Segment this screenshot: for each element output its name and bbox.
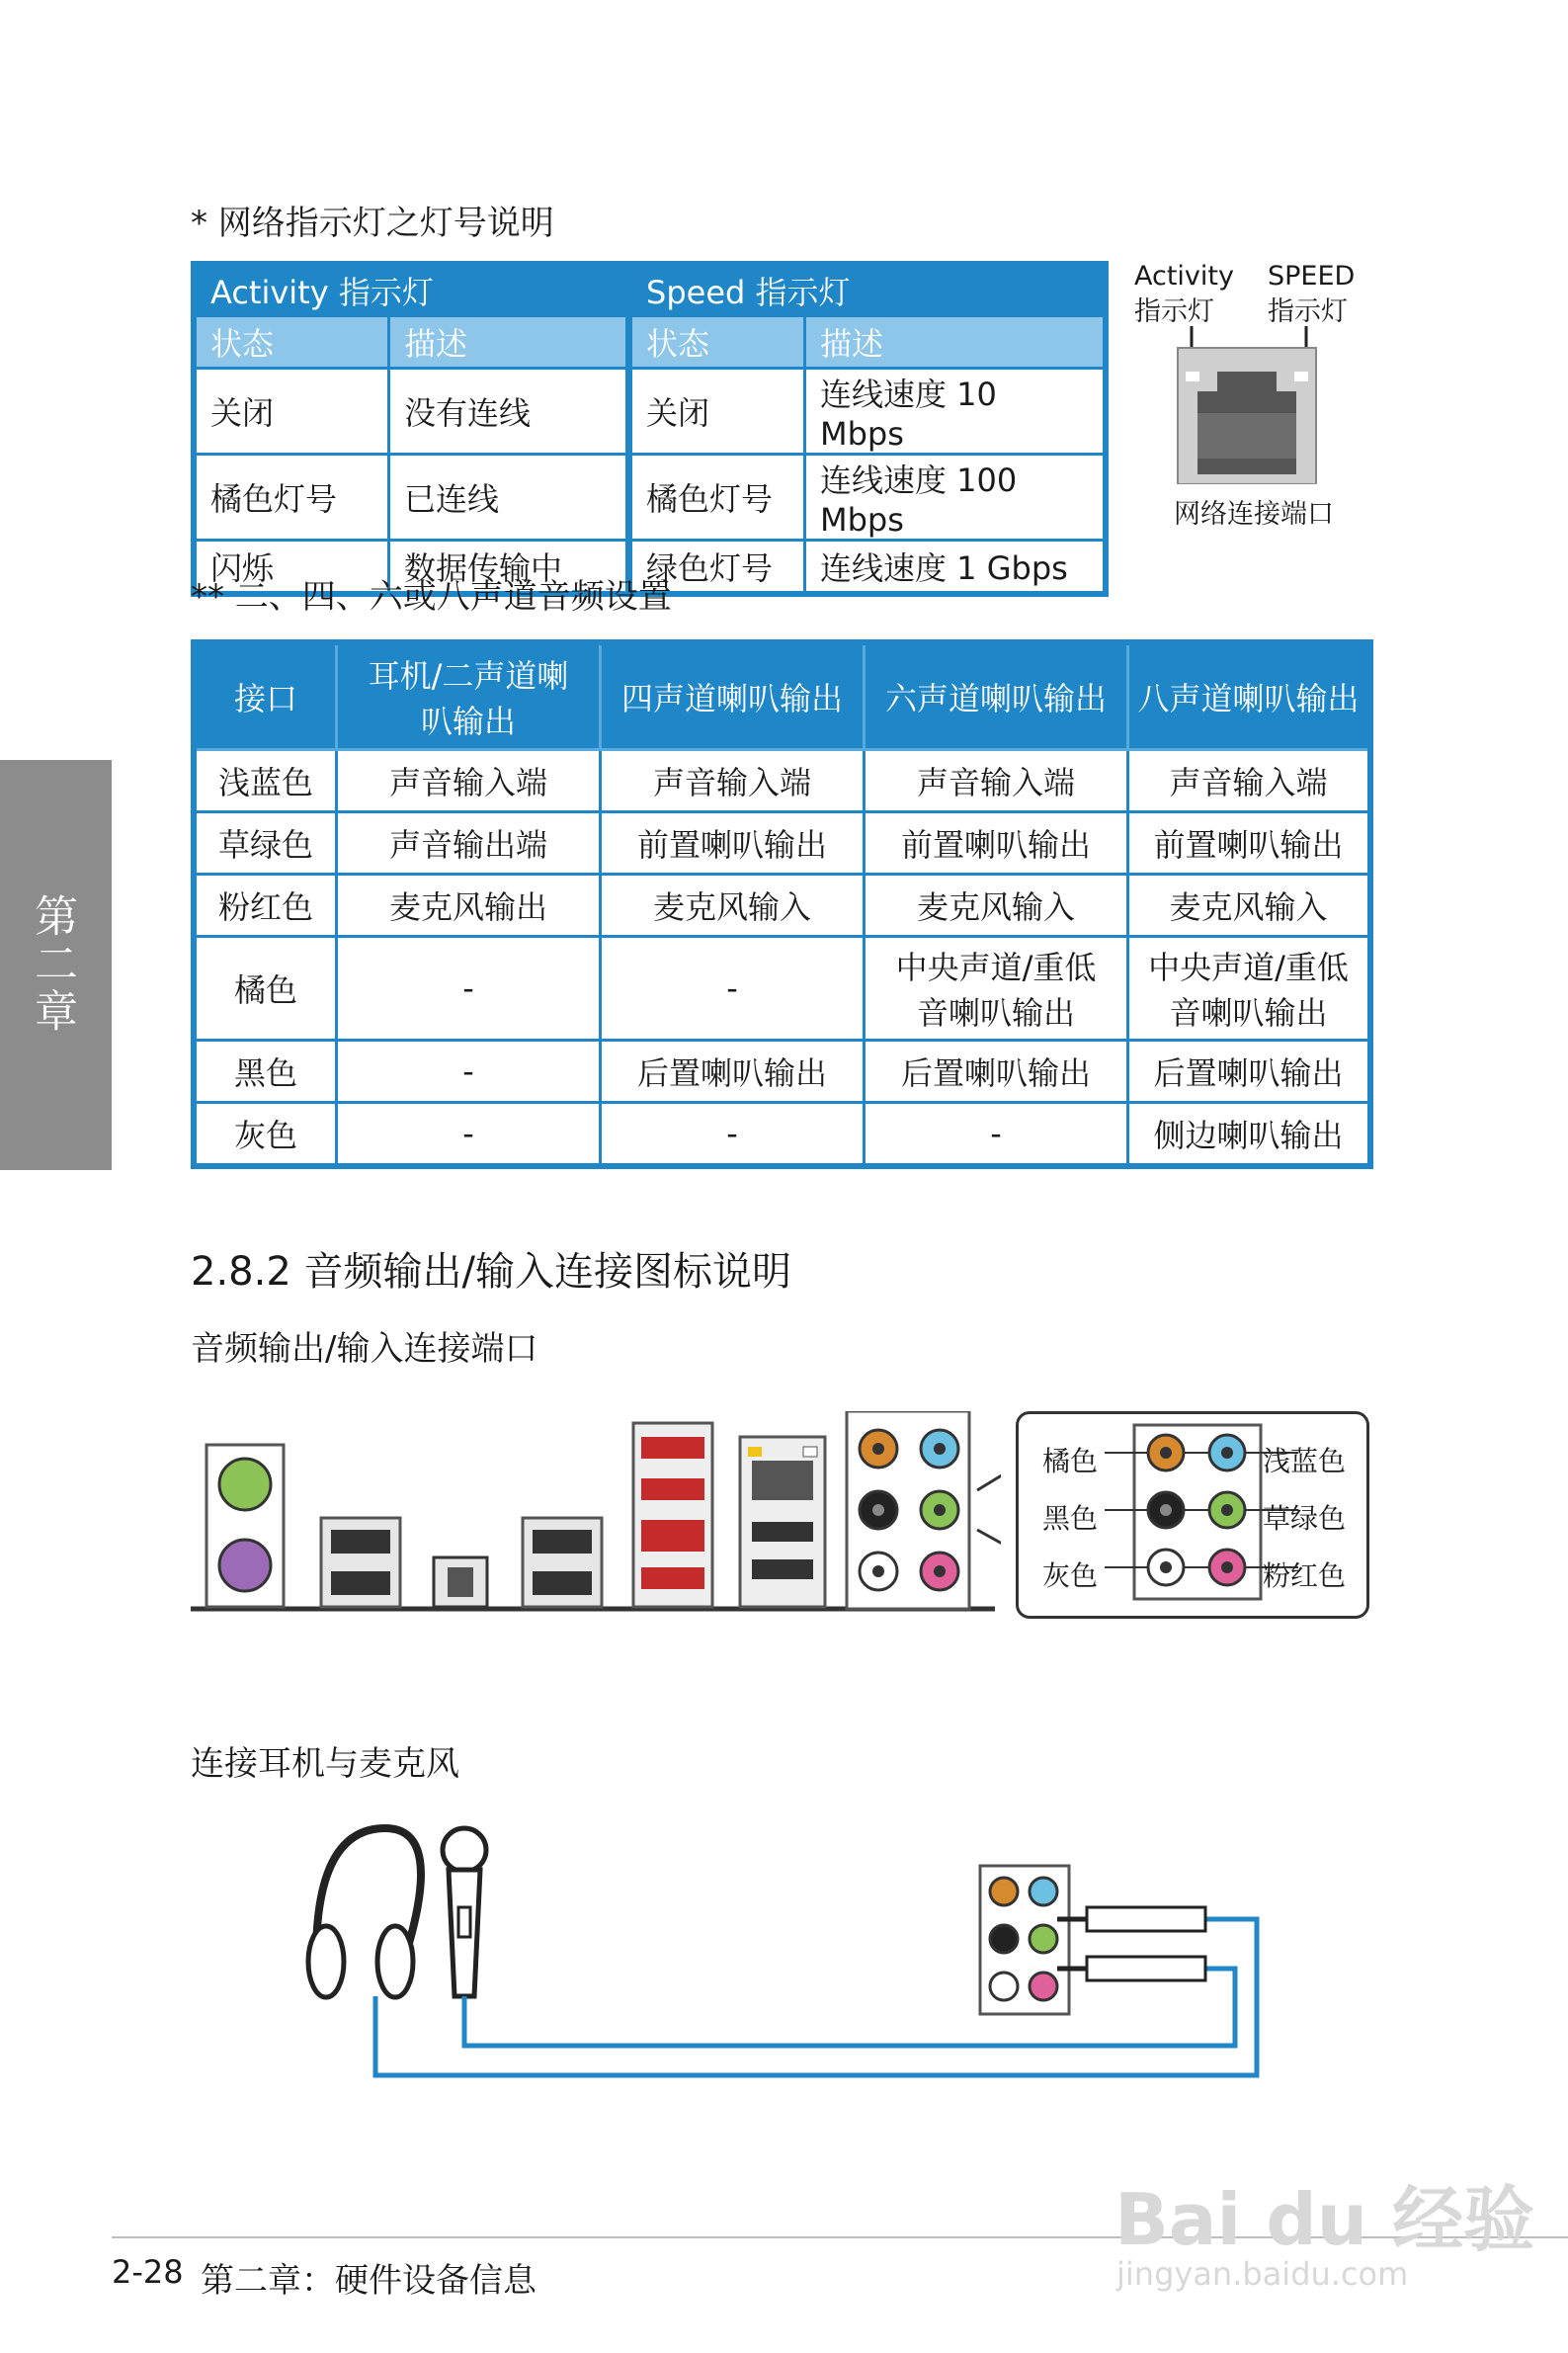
section-title: 2.8.2 音频输出/输入连接图标说明 <box>191 1249 791 1295</box>
cell: 后置喇叭输出 <box>1128 1041 1371 1103</box>
cell: - <box>337 937 601 1041</box>
page-number: 2-28 <box>112 2253 184 2291</box>
cell: 数据传输中 <box>389 541 629 595</box>
cell: 绿色灯号 <box>629 541 805 595</box>
speed-label: SPEED 指示灯 <box>1268 261 1356 327</box>
cell: 麦克风输入 <box>1128 875 1371 937</box>
cell: 浅蓝色 <box>194 750 337 812</box>
jack-labels-right: 浅蓝色 草绿色 粉红色 <box>1263 1445 1347 1592</box>
rear-io-panel-illustration <box>191 1411 1001 1629</box>
cell: - <box>337 1103 601 1167</box>
audio-note: ** 二、四、六或八声道音频设置 <box>191 577 672 617</box>
cell: 橘色 <box>194 937 337 1041</box>
cell: 连线速度 1 Gbps <box>805 541 1107 595</box>
table-row <box>194 1041 1370 1103</box>
cell: 声音输入端 <box>337 750 601 812</box>
baidu-watermark-url: jingyan.baidu.com <box>1116 2255 1409 2293</box>
cell: - <box>601 1103 865 1167</box>
cell: 粉红色 <box>194 875 337 937</box>
table-row <box>194 455 1106 541</box>
header-2ch: 耳机/二声道喇 叭输出 <box>337 642 601 750</box>
table-row <box>194 812 1370 875</box>
col-state: 状态 <box>194 316 389 369</box>
cell: 草绿色 <box>194 812 337 875</box>
cell: 前置喇叭输出 <box>1128 812 1371 875</box>
audio-plug-icon <box>1057 1907 1205 1980</box>
cell: 黑色 <box>194 1041 337 1103</box>
header-6ch: 六声道喇叭输出 <box>865 642 1128 750</box>
lan-port-caption: 网络连接端口 <box>1174 499 1334 530</box>
header-8ch: 八声道喇叭输出 <box>1128 642 1371 750</box>
activity-header: Activity 指示灯 <box>194 264 629 316</box>
cell: 灰色 <box>194 1103 337 1167</box>
cell: 后置喇叭输出 <box>865 1041 1128 1103</box>
ps2-port-icon <box>206 1445 284 1607</box>
chapter-side-tab <box>0 760 112 1170</box>
usb3-port-icon <box>633 1423 712 1607</box>
cell: 橘色灯号 <box>629 455 805 541</box>
cell: 前置喇叭输出 <box>865 812 1128 875</box>
cell: 连线速度 100 Mbps <box>805 455 1107 541</box>
table-row <box>194 750 1370 812</box>
cell: 声音输入端 <box>865 750 1128 812</box>
led-note: * 网络指示灯之灯号说明 <box>191 204 554 243</box>
cell: 连线速度 10 Mbps <box>805 369 1107 455</box>
table-row <box>194 1103 1370 1167</box>
headphone-mic-illustration <box>296 1808 1284 2105</box>
cell: 前置喇叭输出 <box>601 812 865 875</box>
cell: - <box>865 1103 1128 1167</box>
cell: 声音输入端 <box>601 750 865 812</box>
col-desc: 描述 <box>805 316 1107 369</box>
cell: 橘色灯号 <box>194 455 389 541</box>
footer-chapter: 第二章：硬件设备信息 <box>201 2261 536 2301</box>
cell: 麦克风输出 <box>337 875 601 937</box>
cell: 已连线 <box>389 455 629 541</box>
cell: 关闭 <box>194 369 389 455</box>
cell: 没有连线 <box>389 369 629 455</box>
speed-header: Speed 指示灯 <box>629 264 1107 316</box>
activity-label: Activity 指示灯 <box>1134 261 1234 327</box>
audio-channel-table <box>191 639 1373 1169</box>
table-row <box>194 875 1370 937</box>
headphone-section-title: 连接耳机与麦克风 <box>191 1744 459 1784</box>
audio-jack-panel-icon <box>980 1866 1069 2014</box>
header-4ch: 四声道喇叭输出 <box>601 642 865 750</box>
lan-usb-port-icon <box>740 1437 825 1607</box>
cell: 声音输入端 <box>1128 750 1371 812</box>
table-row <box>194 369 1106 455</box>
chapter-side-tab-label: 第二章 <box>27 893 77 1036</box>
cell: 关闭 <box>629 369 805 455</box>
headphones-icon <box>308 1828 421 1997</box>
cell: 中央声道/重低 音喇叭输出 <box>865 937 1128 1041</box>
usb-port-icon <box>321 1518 400 1607</box>
led-table <box>191 261 1109 597</box>
cell: - <box>601 937 865 1041</box>
lan-port-icon <box>1176 326 1344 484</box>
col-desc: 描述 <box>389 316 629 369</box>
audio-jacks-icon <box>847 1411 969 1609</box>
jack-labels-left: 橘色 黑色 灰色 <box>1042 1445 1099 1592</box>
optical-port-icon <box>434 1557 487 1607</box>
cell: 中央声道/重低 音喇叭输出 <box>1128 937 1371 1041</box>
cell: 侧边喇叭输出 <box>1128 1103 1371 1167</box>
header-port: 接口 <box>194 642 337 750</box>
cell: 后置喇叭输出 <box>601 1041 865 1103</box>
cell: 声音输出端 <box>337 812 601 875</box>
usb-port-icon <box>523 1518 602 1607</box>
cell: 闪烁 <box>194 541 389 595</box>
section-subtitle: 音频输出/输入连接端口 <box>191 1329 538 1369</box>
microphone-icon <box>443 1828 486 1996</box>
cell: 麦克风输入 <box>865 875 1128 937</box>
col-state: 状态 <box>629 316 805 369</box>
cell: 麦克风输入 <box>601 875 865 937</box>
table-row <box>194 937 1370 1041</box>
baidu-watermark: Bai du 经验 <box>1114 2178 1535 2261</box>
cell: - <box>337 1041 601 1103</box>
